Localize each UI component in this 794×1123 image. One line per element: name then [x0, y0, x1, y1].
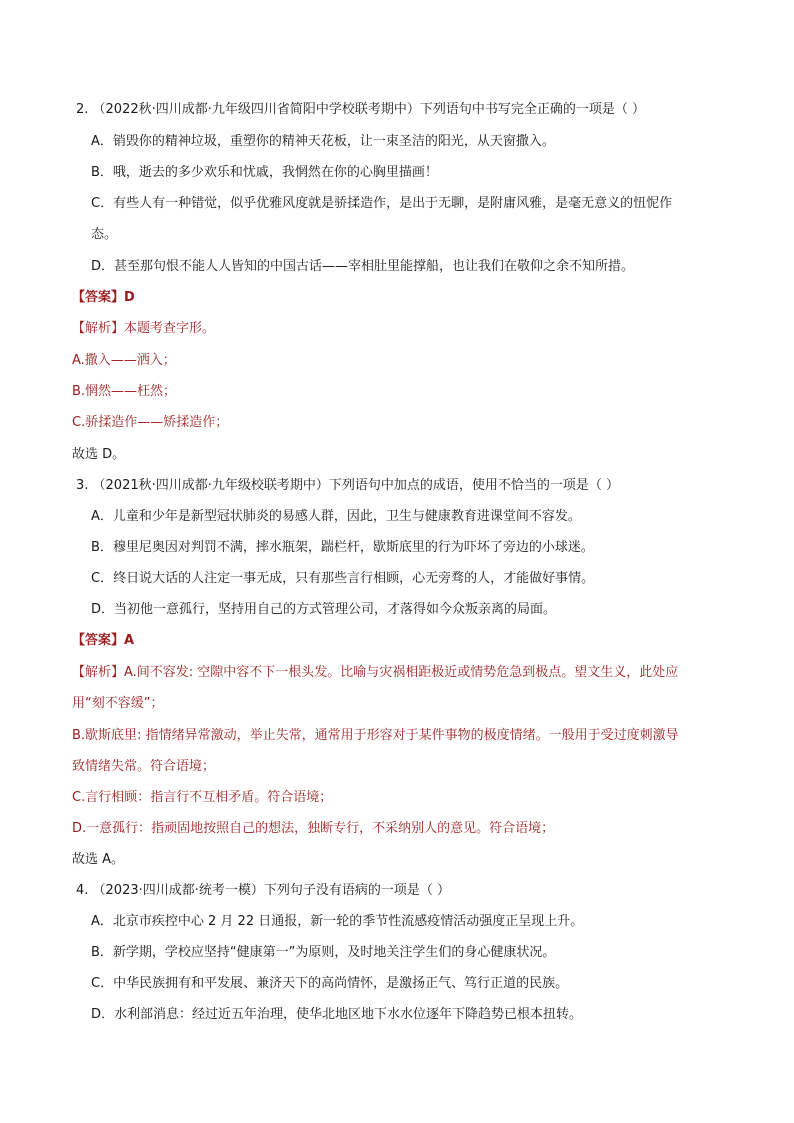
- question-2-option-c: C．有些人有一种错觉，似乎优雅风度就是骄揉造作，是出于无聊，是附庸风雅，是毫无意义的忸怩作: [91, 196, 673, 211]
- question-2-option-b: B．哦，逝去的多少欢乐和忧戚，我惘然在你的心胸里描画！: [91, 165, 438, 180]
- question-3-option-b: B．穆里尼奥因对判罚不满，摔水瓶架，踹栏杆，歇斯底里的行为吓坏了旁边的小球迷。: [91, 540, 594, 555]
- question-3-analysis-line: C.言行相顾：指言行不互相矛盾。符合语境；: [72, 790, 333, 805]
- question-4-option-b: B．新学期，学校应坚持“健康第一”为原则，及时地关注学生们的身心健康状况。: [91, 945, 556, 960]
- question-2-analysis-line: A.撒入——洒入；: [72, 353, 176, 368]
- question-2-option-d: D．甚至那句恨不能人人皆知的中国古话——宰相肚里能撑船，也让我们在敬仰之余不知所措。: [91, 259, 635, 274]
- question-3-analysis-line: 致情绪失常。符合语境；: [72, 759, 216, 774]
- question-4-stem: 4. （2023·四川成都·统考一模）下列句子没有语病的一项是（ ）: [76, 883, 451, 898]
- question-3-analysis-line: 用“刻不容缓”；: [72, 696, 164, 711]
- question-3-answer: 【答案】A: [72, 633, 135, 648]
- question-3-option-d: D．当初他一意孤行，坚持用自己的方式管理公司，才落得如今众叛亲离的局面。: [91, 602, 557, 617]
- question-3-analysis-line: D.一意孤行：指顽固地按照自己的想法，独断专行，不采纳别人的意见。符合语境；: [72, 821, 555, 836]
- question-2-analysis-line: C.骄揉造作——矫揉造作；: [72, 415, 229, 430]
- question-3-option-a: A．儿童和少年是新型冠状肺炎的易感人群，因此，卫生与健康教育进课堂间不容发。: [91, 509, 581, 524]
- question-2-option-a: A．销毁你的精神垃圾，重塑你的精神天花板，让一束圣洁的阳光，从天窗撒入。: [91, 134, 555, 149]
- question-4-option-a: A．北京市疾控中心 2 月 22 日通报，新一轮的季节性流感疫情活动强度正呈现上升。: [91, 914, 584, 929]
- question-3-analysis-line: B.歇斯底里: 指情绪异常激动，举止失常，通常用于形容对于某件事物的极度情绪。一般用于受过度刺激导: [72, 728, 679, 743]
- question-2-conclusion: 故选 D。: [72, 447, 126, 462]
- question-2-option-c-continued: 态。: [91, 227, 118, 242]
- question-2-analysis-header: 【解析】本题考查字形。: [72, 321, 216, 336]
- question-4-option-c: C．中华民族拥有和平发展、兼济天下的高尚情怀，是激扬正气、笃行正道的民族。: [91, 976, 569, 991]
- question-3-option-c: C．终日说大话的人注定一事无成，只有那些言行相顾，心无旁骛的人，才能做好事情。: [91, 571, 595, 586]
- question-2-stem: 2. （2022秋·四川成都·九年级四川省简阳中学校联考期中）下列语句中书写完全正确的一项是（ ）: [76, 102, 646, 117]
- question-2-analysis-line: B.惘然——枉然；: [72, 384, 177, 399]
- question-4-option-d: D．水利部消息：经过近五年治理，使华北地区地下水水位逐年下降趋势已根本扭转。: [91, 1007, 583, 1022]
- question-3-stem: 3. （2021秋·四川成都·九年级校联考期中）下列语句中加点的成语，使用不恰当的一项是（ ）: [76, 478, 620, 493]
- question-3-analysis-line: 【解析】A.间不容发: 空隙中容不下一根头发。比喻与灾祸相距极近或情势危急到极点。望文生义，此处应: [72, 665, 679, 680]
- question-3-conclusion: 故选 A。: [72, 852, 125, 867]
- question-2-answer: 【答案】D: [72, 290, 135, 305]
